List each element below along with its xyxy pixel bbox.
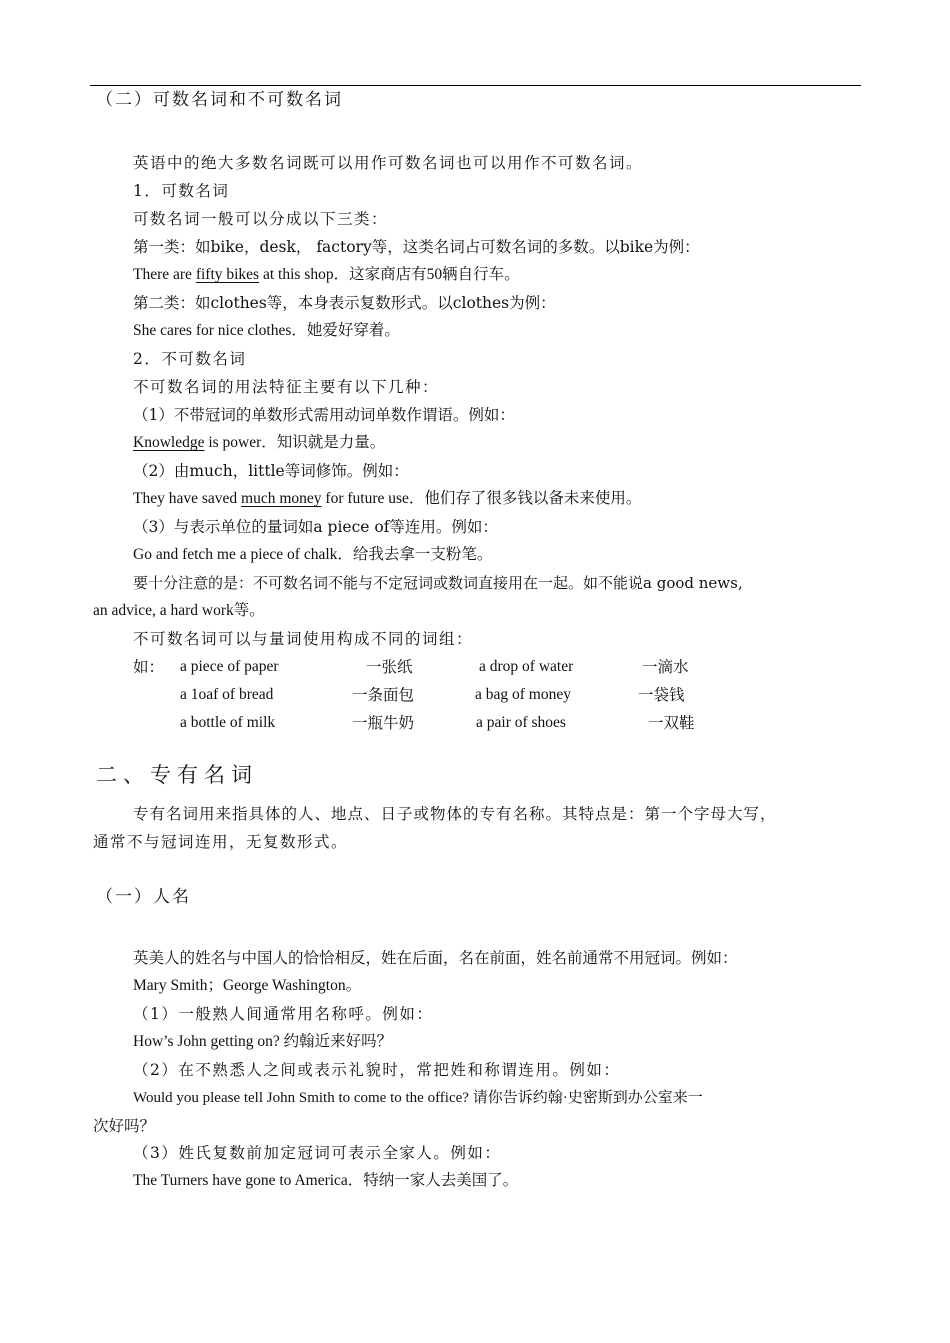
phrase-en: a bottle of milk xyxy=(180,714,276,731)
proper-noun-desc-line-2: 通常不与冠词连用，无复数形式。 xyxy=(93,833,349,851)
example-text: at this shop．这家商店有50辆自行车。 xyxy=(259,266,520,283)
rule-2: （2）由much，little等词修饰。例如： xyxy=(133,462,409,480)
uncountable-desc: 不可数名词的用法特征主要有以下几种： xyxy=(133,378,440,396)
names-rule-3-example: The Turners have gone to America．特纳一家人去美国了。 xyxy=(133,1172,519,1189)
type1-desc: 第一类：如bike，desk， factory等，这类名词占可数名词的多数。以bike为例： xyxy=(133,238,700,256)
example-clothes: She cares for nice clothes．她爱好穿着。 xyxy=(133,322,400,339)
rule-1: （1）不带冠词的单数形式需用动词单数作谓语。例如： xyxy=(133,406,515,424)
intro-paragraph: 英语中的绝大多数名词既可以用作可数名词也可以用作不可数名词。 xyxy=(133,154,644,172)
uncountable-title: 2．不可数名词 xyxy=(133,350,247,368)
phrase-zh: 一双鞋 xyxy=(648,714,695,732)
phrase-zh: 一条面包 xyxy=(352,686,415,704)
note-line-1: 要十分注意的是：不可数名词不能与不定冠词或数词直接用在一起。如不能说a good news, xyxy=(133,574,743,592)
countable-title: 1．可数名词 xyxy=(133,182,230,200)
phrase-zh: 一袋钱 xyxy=(638,686,685,704)
names-example: Mary Smith；George Washington。 xyxy=(133,977,362,994)
names-desc: 英美人的姓名与中国人的恰恰相反，姓在后面，名在前面，姓名前通常不用冠词。例如： xyxy=(133,949,738,967)
phrase-en: a piece of paper xyxy=(180,658,279,675)
phrase-en: a bag of money xyxy=(475,686,571,703)
type2-desc: 第二类：如clothes等，本身表示复数形式。以clothes为例： xyxy=(133,294,556,312)
names-rule-2-example-line-1: Would you please tell John Smith to come to the office? 请你告诉约翰·史密斯到办公室来一 xyxy=(133,1090,703,1106)
names-rule-1: （1）一般熟人间通常用名称呼。例如： xyxy=(133,1005,434,1023)
example-text: is power．知识就是力量。 xyxy=(204,434,386,451)
header-rule xyxy=(90,85,861,86)
underlined-phrase: Knowledge xyxy=(133,434,205,451)
phrase-prefix: 如： xyxy=(133,658,165,676)
note-line-2: an advice, a hard work等。 xyxy=(93,602,265,619)
sub-heading-personal-names: （一）人名 xyxy=(96,887,191,907)
underlined-phrase: much money xyxy=(241,490,322,507)
phrase-intro: 不可数名词可以与量词使用构成不同的词组： xyxy=(133,630,474,648)
example-text: There are xyxy=(133,266,196,283)
phrase-zh: 一滴水 xyxy=(642,658,689,676)
section-heading-proper-nouns: 二、专有名词 xyxy=(96,763,258,787)
rule-3: （3）与表示单位的量词如a piece of等连用。例如： xyxy=(133,518,498,536)
underlined-phrase: fifty bikes xyxy=(195,266,260,283)
example-much-money xyxy=(133,489,641,509)
example-text: for future use．他们存了很多钱以备未来使用。 xyxy=(321,490,642,507)
names-rule-3: （3）姓氏复数前加定冠词可表示全家人。例如： xyxy=(133,1144,502,1162)
names-rule-2-example-line-2: 次好吗？ xyxy=(93,1117,156,1135)
names-rule-1-example: How’s John getting on? 约翰近来好吗？ xyxy=(133,1033,393,1050)
countable-desc: 可数名词一般可以分成以下三类： xyxy=(133,210,389,228)
phrase-zh: 一张纸 xyxy=(366,658,413,676)
proper-noun-desc-line-1: 专有名词用来指具体的人、地点、日子或物体的专有名称。其特点是：第一个字母大写， xyxy=(133,805,777,823)
phrase-en: a pair of shoes xyxy=(476,714,566,731)
example-fifty-bikes xyxy=(133,265,520,285)
example-text: They have saved xyxy=(133,490,242,507)
phrase-en: a 1oaf of bread xyxy=(180,686,274,703)
example-chalk: Go and fetch me a piece of chalk．给我去拿一支粉笔。 xyxy=(133,546,493,563)
names-rule-2: （2）在不熟悉人之间或表示礼貌时，常把姓和称谓连用。例如： xyxy=(133,1061,621,1079)
phrase-en: a drop of water xyxy=(479,658,574,675)
phrase-zh: 一瓶牛奶 xyxy=(352,714,415,732)
example-knowledge xyxy=(133,433,385,453)
section-heading-countable-uncountable: （二）可数名词和不可数名词 xyxy=(96,90,343,110)
